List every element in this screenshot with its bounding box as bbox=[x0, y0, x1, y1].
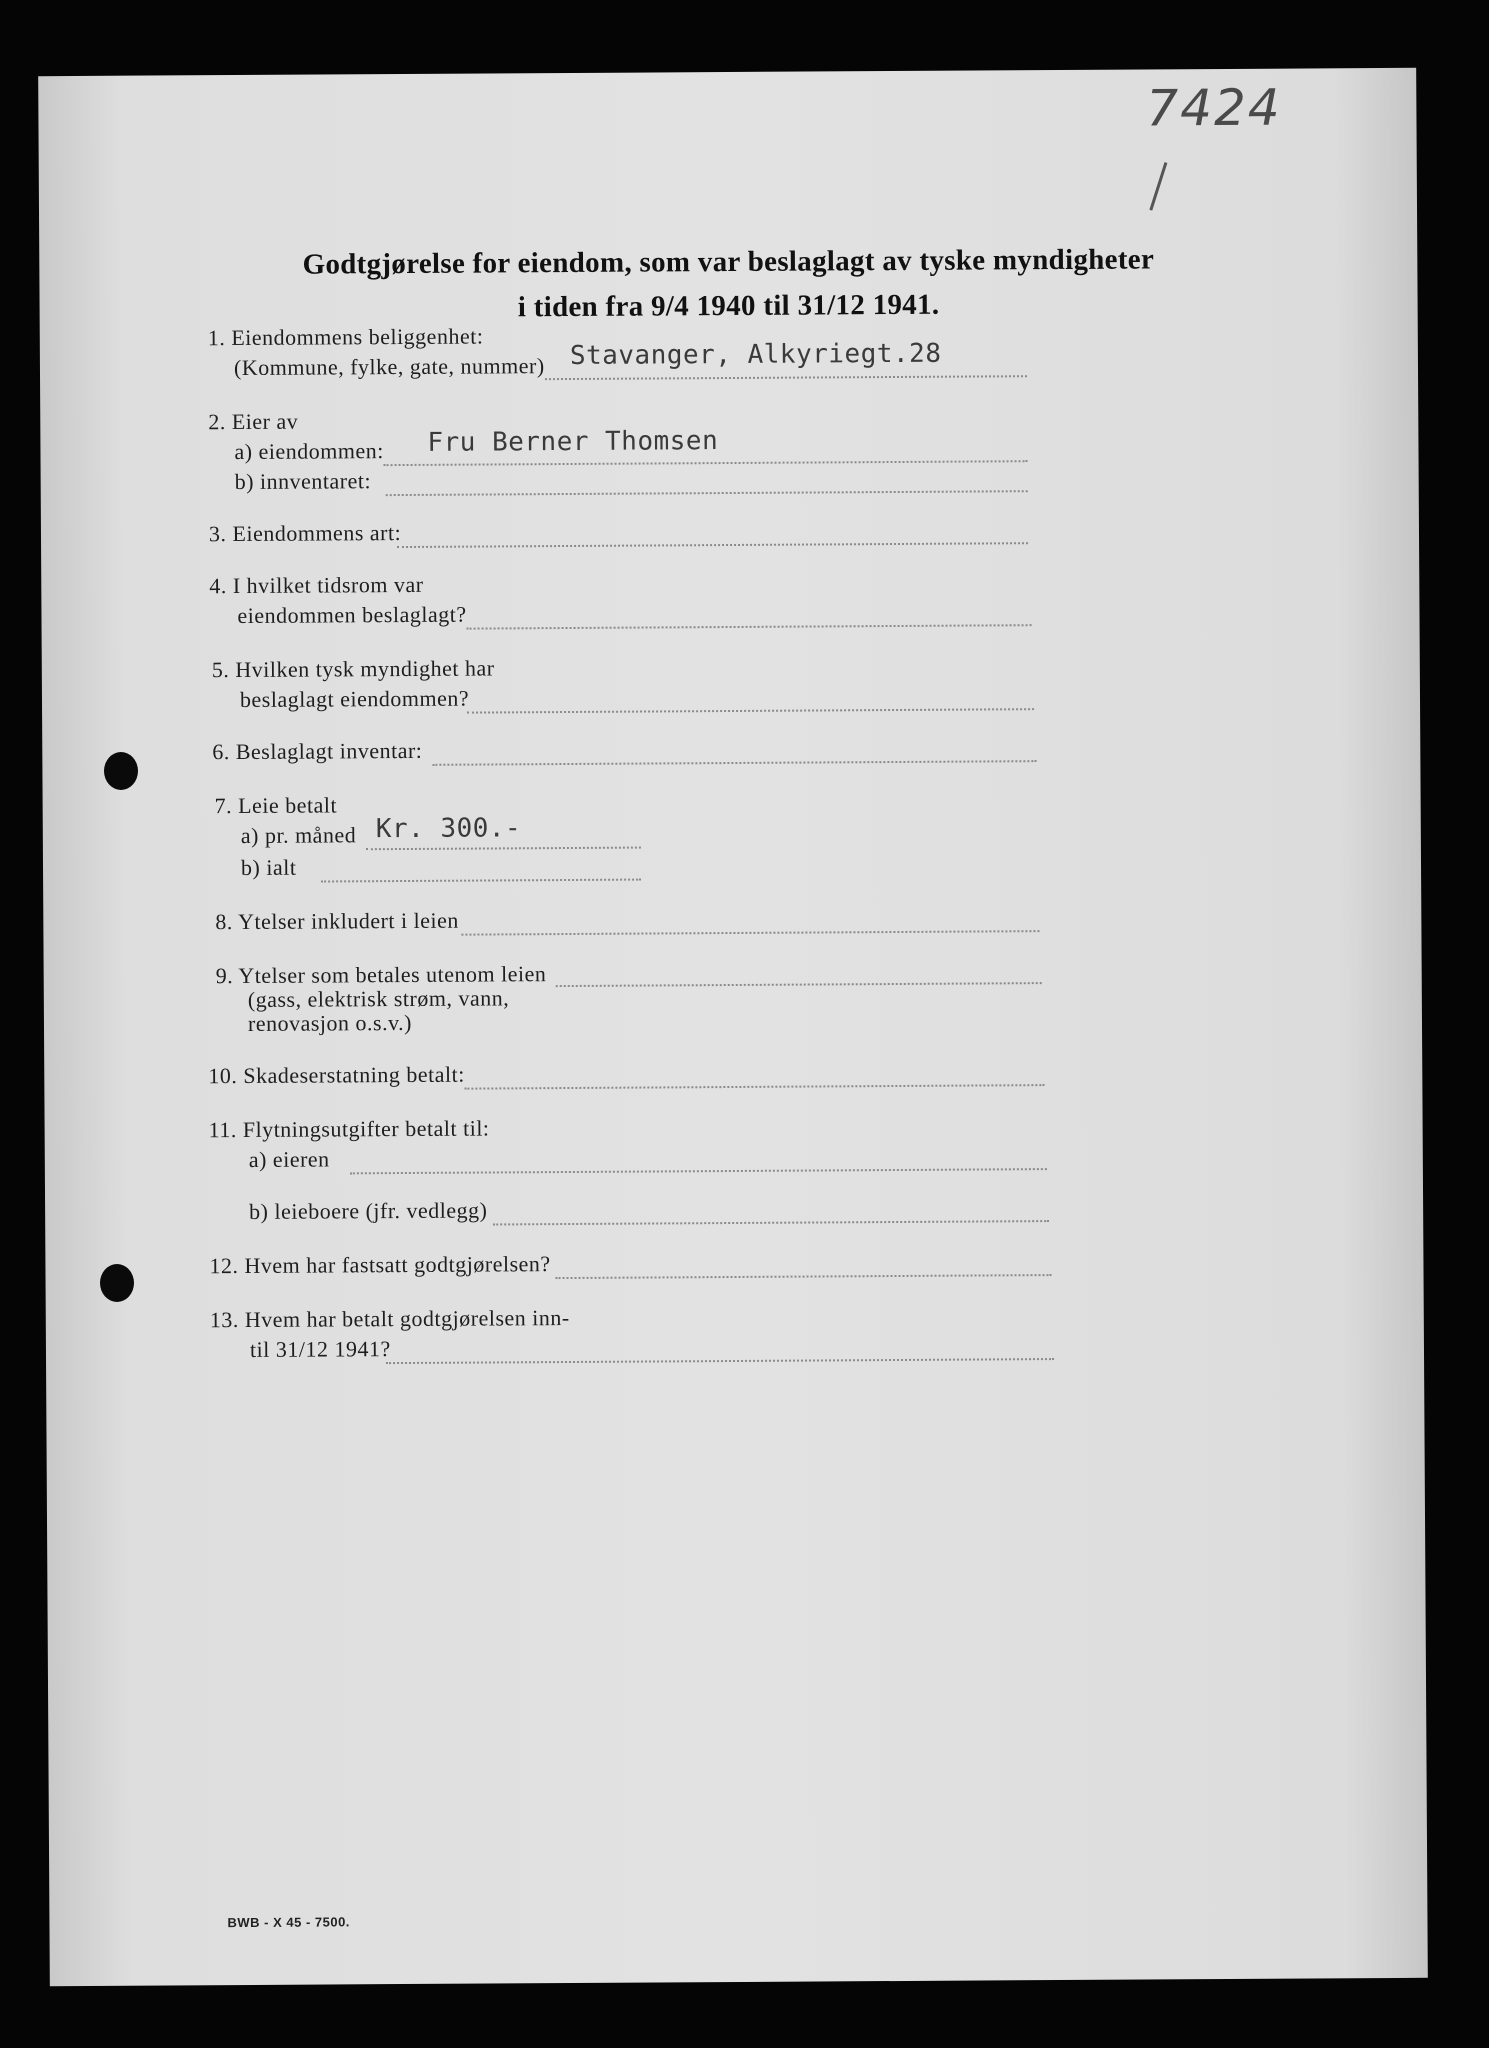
q4-label-2: eiendommen beslaglagt? bbox=[237, 601, 467, 629]
q2-label: 2. Eier av bbox=[208, 408, 299, 435]
q1-label: 1. Eiendommens beliggenhet: bbox=[207, 323, 484, 351]
q3-answer-line bbox=[397, 542, 1028, 548]
q7a-answer: Kr. 300.- bbox=[375, 813, 522, 845]
q8-label: 8. Ytelser inkludert i leien bbox=[215, 907, 459, 935]
q12-label: 12. Hvem har fastsatt godtgjørelsen? bbox=[209, 1251, 551, 1279]
q3-label: 3. Eiendommens art: bbox=[208, 520, 402, 547]
punch-hole-top bbox=[104, 752, 138, 790]
q10-answer-line bbox=[464, 1084, 1044, 1090]
q9-label: 9. Ytelser som betales utenom leien bbox=[215, 961, 547, 989]
q11a-answer-line bbox=[350, 1168, 1047, 1174]
q12-answer-line bbox=[556, 1274, 1052, 1279]
q2b-label: b) innventaret: bbox=[234, 468, 372, 495]
title-line-2: i tiden fra 9/4 1940 til 31/12 1941. bbox=[517, 288, 940, 324]
q7-label: 7. Leie betalt bbox=[214, 792, 338, 819]
q10-label: 10. Skadeserstatning betalt: bbox=[208, 1061, 465, 1089]
q2a-answer: Fru Berner Thomsen bbox=[427, 426, 719, 458]
q13-answer-line bbox=[386, 1358, 1054, 1364]
q8-answer-line bbox=[461, 930, 1039, 936]
q9-label-2: (gass, elektrisk strøm, vann, bbox=[247, 985, 510, 1012]
q5-label-2: beslaglagt eiendommen? bbox=[239, 685, 470, 713]
q1-answer: Stavanger, Alkyriegt.28 bbox=[569, 338, 942, 371]
q11a-label: a) eieren bbox=[248, 1146, 330, 1172]
document-page bbox=[38, 68, 1428, 1986]
title-line-1: Godtgjørelse for eiendom, som var beslaglagt av tyske myndigheter bbox=[302, 243, 1155, 281]
q5-answer-line bbox=[467, 708, 1034, 713]
q7b-label: b) ialt bbox=[240, 854, 297, 881]
q7a-answer-line bbox=[366, 847, 641, 851]
punch-hole-bottom bbox=[100, 1264, 134, 1302]
q11b-label: b) leieboere (jfr. vedlegg) bbox=[249, 1197, 488, 1224]
q9-label-3: renovasjon o.s.v.) bbox=[247, 1009, 413, 1036]
q1-hint: (Kommune, fylke, gate, nummer) bbox=[233, 353, 545, 381]
q2a-answer-line bbox=[384, 460, 1028, 466]
q13-label: 13. Hvem har betalt godtgjørelsen inn- bbox=[209, 1305, 570, 1333]
q7a-label: a) pr. måned bbox=[240, 822, 357, 849]
q1-answer-line bbox=[545, 375, 1027, 380]
q4-answer-line bbox=[467, 624, 1032, 629]
q11-label: 11. Flytningsutgifter betalt til: bbox=[208, 1115, 490, 1143]
q5-label: 5. Hvilken tysk myndighet har bbox=[211, 655, 495, 683]
q6-answer-line bbox=[432, 760, 1036, 766]
q2a-label: a) eiendommen: bbox=[234, 438, 384, 465]
q4-label: 4. I hvilket tidsrom var bbox=[209, 571, 424, 599]
printer-code: BWB - X 45 - 7500. bbox=[227, 1914, 350, 1931]
q9-answer-line bbox=[556, 982, 1042, 987]
q11b-answer-line bbox=[493, 1220, 1049, 1225]
q2b-answer-line bbox=[386, 490, 1028, 496]
handwritten-archive-number: 7424 bbox=[1146, 78, 1282, 138]
q7b-answer-line bbox=[321, 879, 641, 883]
q6-label: 6. Beslaglagt inventar: bbox=[212, 737, 423, 765]
handwritten-mark bbox=[1149, 162, 1167, 211]
q13-label-2: til 31/12 1941? bbox=[249, 1336, 391, 1362]
